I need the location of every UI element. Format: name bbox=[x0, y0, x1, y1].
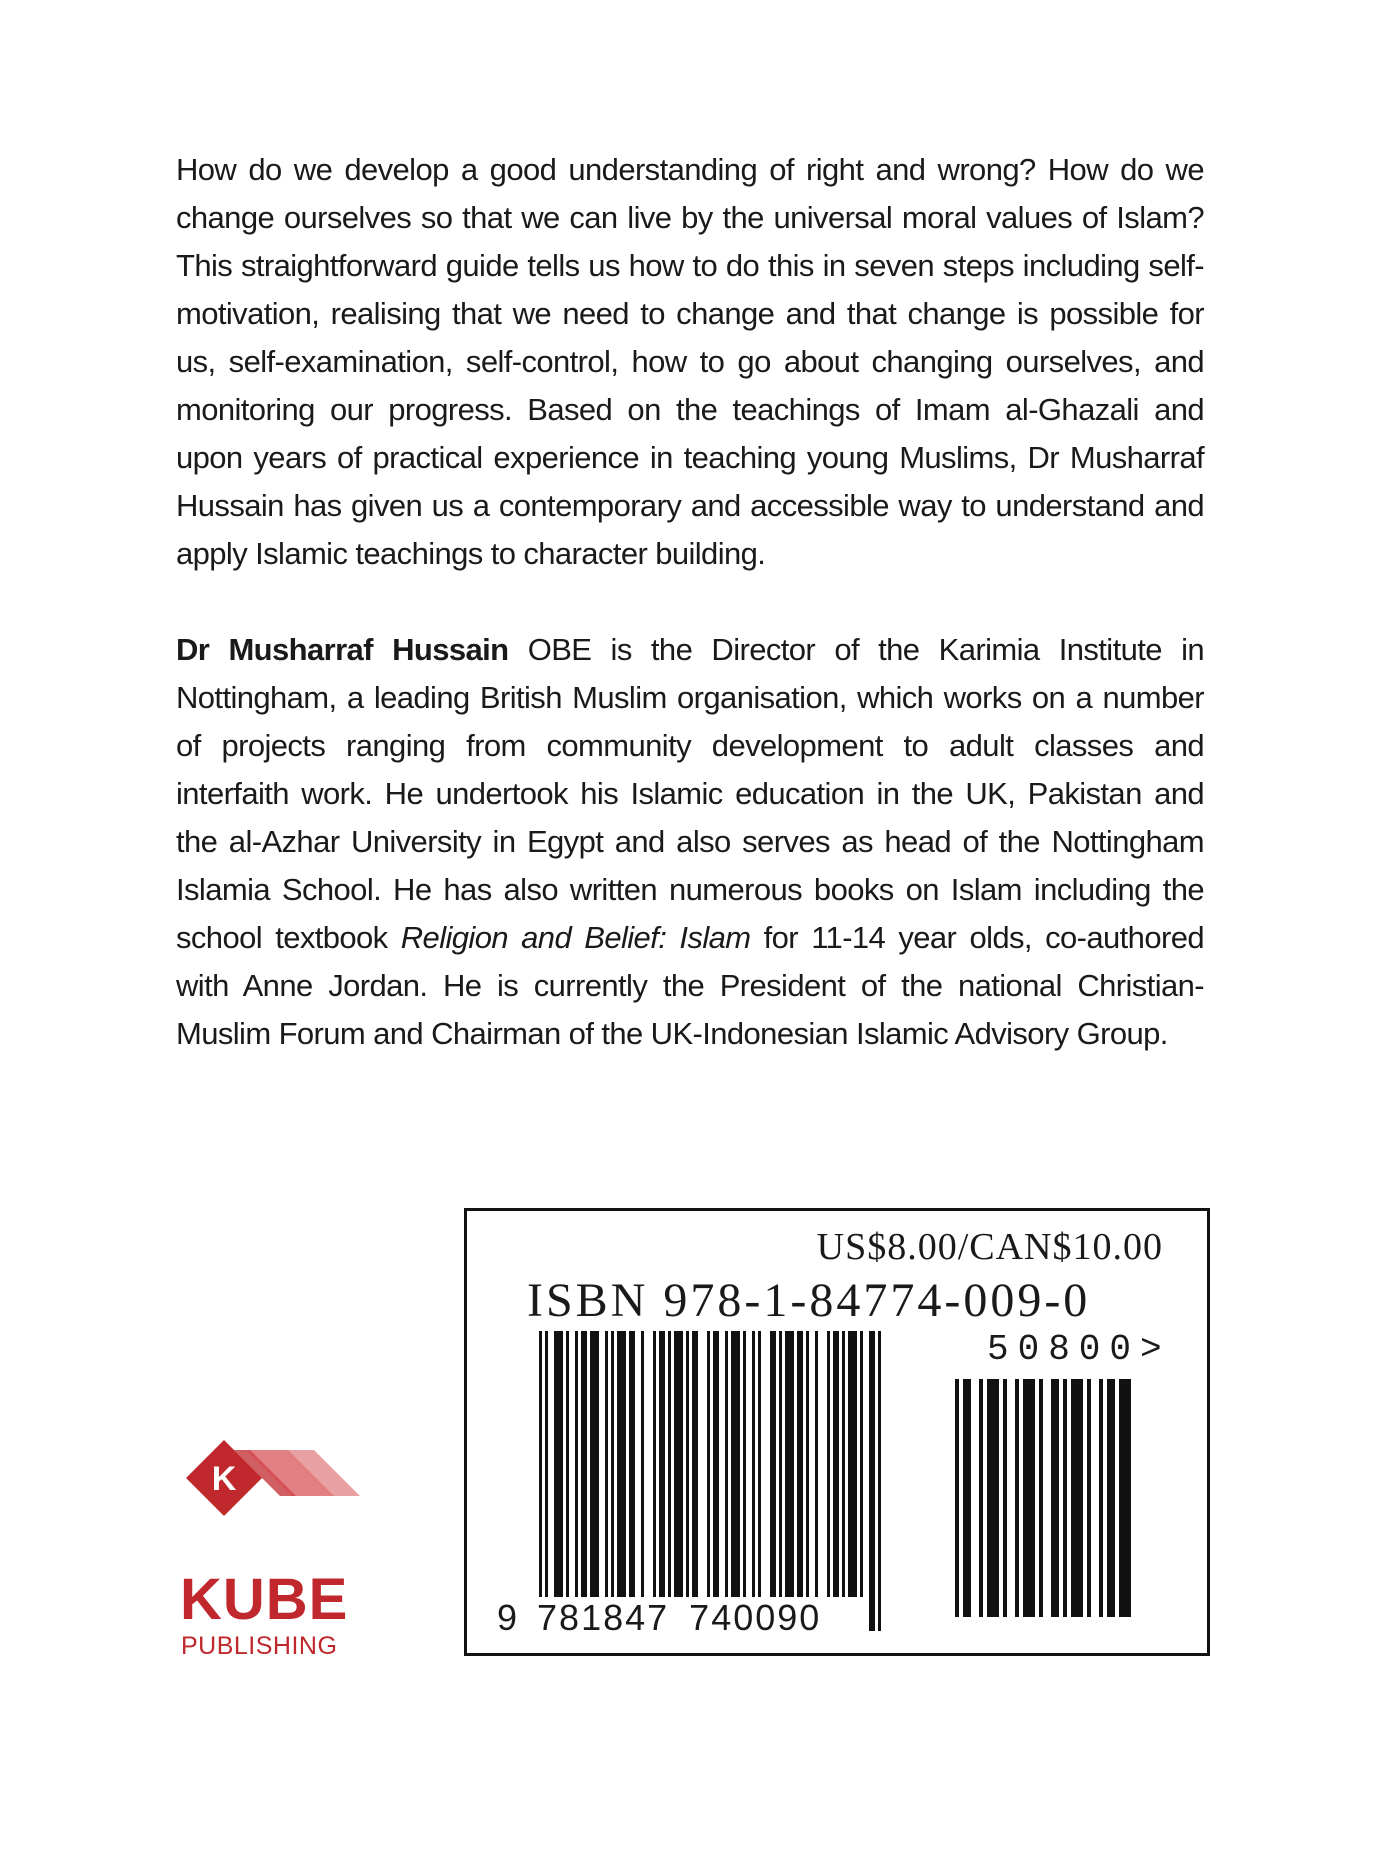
barcode-bar bbox=[860, 1331, 863, 1597]
barcode-bar bbox=[869, 1331, 875, 1631]
barcode-bar bbox=[581, 1331, 587, 1597]
author-bio bbox=[176, 626, 1204, 1058]
barcode-bar bbox=[833, 1331, 839, 1597]
barcode-bar bbox=[590, 1331, 599, 1597]
book-blurb bbox=[176, 146, 1204, 578]
bio-text-part2: for 11-14 year olds, co-authored with Anne Jordan. He is currently the President of the national Christian-Muslim Forum and Chairman of the UK-Indonesian Islamic Advisory Group. bbox=[176, 920, 1204, 1051]
barcode-bar bbox=[554, 1331, 563, 1597]
barcode-bar bbox=[987, 1379, 999, 1617]
logo-letter: K bbox=[211, 1460, 237, 1498]
barcode-bar bbox=[979, 1379, 983, 1617]
barcode-bar bbox=[731, 1331, 740, 1597]
barcode-bar bbox=[878, 1331, 881, 1631]
barcode-bar bbox=[692, 1331, 698, 1597]
barcode-bar bbox=[1015, 1379, 1019, 1617]
barcode-bar bbox=[770, 1331, 776, 1597]
barcode-main-bars bbox=[539, 1331, 919, 1631]
barcode-bar bbox=[1087, 1379, 1091, 1617]
barcode-bar bbox=[815, 1331, 818, 1597]
barcode-bar bbox=[1099, 1379, 1103, 1617]
barcode-bar bbox=[1119, 1379, 1131, 1617]
barcode-bar bbox=[641, 1331, 644, 1597]
barcode-bar bbox=[629, 1331, 635, 1597]
barcode-bar bbox=[1003, 1379, 1007, 1617]
barcode-bar bbox=[752, 1331, 755, 1597]
barcode-addon-bars bbox=[955, 1379, 1167, 1617]
barcode-bar bbox=[842, 1331, 845, 1597]
barcode-bar bbox=[743, 1331, 746, 1597]
barcode-bar bbox=[605, 1331, 608, 1597]
barcode-bar bbox=[617, 1331, 626, 1597]
barcode-digits-left: 781847 bbox=[537, 1597, 670, 1638]
barcode-bar bbox=[725, 1331, 728, 1597]
barcode-digit-first: 9 bbox=[497, 1597, 518, 1638]
barcode-bar bbox=[1039, 1379, 1043, 1617]
barcode-bar bbox=[539, 1331, 542, 1631]
barcode-bar bbox=[686, 1331, 689, 1597]
logo-subtitle: PUBLISHING bbox=[181, 1632, 338, 1660]
author-name: Dr Musharraf Hussain bbox=[176, 632, 509, 667]
barcode-bar bbox=[1071, 1379, 1083, 1617]
barcode-bar bbox=[707, 1331, 710, 1631]
blurb-text: How do we develop a good understanding of right and wrong? How do we change ourselves so that we can live by the universal moral values of Islam? This straightforward guide tells us how to do this in seven steps including self-motivation, realising that we need to change and that change is possible for us, self-examination, self-control, how to go about changing ourselves, and monitoring our progress. Based on the teachings of Imam al-Ghazali and upon years of practical experience in teaching young Muslims, Dr Musharraf Hussain has given us a contemporary and accessible way to understand and apply Islamic teachings to character building. bbox=[176, 152, 1204, 571]
barcode-bar bbox=[963, 1379, 971, 1617]
barcode-box bbox=[464, 1208, 1210, 1656]
barcode-bar bbox=[653, 1331, 656, 1597]
barcode-bar bbox=[955, 1379, 959, 1617]
barcode-bar bbox=[758, 1331, 761, 1597]
barcode-bar bbox=[785, 1331, 794, 1597]
barcode-bar bbox=[779, 1331, 782, 1597]
price-label: US$8.00/CAN$10.00 bbox=[816, 1226, 1163, 1268]
addon-code: 50800> bbox=[987, 1329, 1171, 1370]
logo-name: KUBE bbox=[180, 1567, 349, 1632]
barcode-bar bbox=[1063, 1379, 1067, 1617]
barcode-bar bbox=[575, 1331, 578, 1597]
barcode-bar bbox=[1107, 1379, 1115, 1617]
barcode-bar bbox=[1051, 1379, 1059, 1617]
barcode-bar bbox=[1023, 1379, 1035, 1617]
barcode-bar bbox=[797, 1331, 803, 1597]
barcode-bar bbox=[848, 1331, 857, 1597]
barcode-bar bbox=[545, 1331, 548, 1631]
barcode-bar bbox=[713, 1331, 719, 1631]
barcode-bar bbox=[827, 1331, 830, 1597]
barcode-bar bbox=[611, 1331, 614, 1597]
barcode-bar bbox=[566, 1331, 569, 1597]
isbn-label: ISBN 978-1-84774-009-0 bbox=[527, 1274, 1091, 1327]
barcode-digits-right: 740090 bbox=[689, 1597, 822, 1638]
barcode-bar bbox=[806, 1331, 809, 1597]
barcode-bar bbox=[668, 1331, 671, 1597]
barcode-bar bbox=[659, 1331, 665, 1597]
bio-text-part1: OBE is the Director of the Karimia Institute in Nottingham, a leading British Muslim organisation, which works on a number of projects ranging from community development to adult classes and interfaith work. He undertook his Islamic education in the UK, Pakistan and the al-Azhar University in Egypt and also serves as head of the Nottingham Islamia School. He has also written numerous books on Islam including the school textbook bbox=[176, 632, 1204, 955]
barcode-bar bbox=[674, 1331, 683, 1597]
book-title: Religion and Belief: Islam bbox=[400, 920, 751, 955]
barcode-digits bbox=[497, 1597, 821, 1639]
